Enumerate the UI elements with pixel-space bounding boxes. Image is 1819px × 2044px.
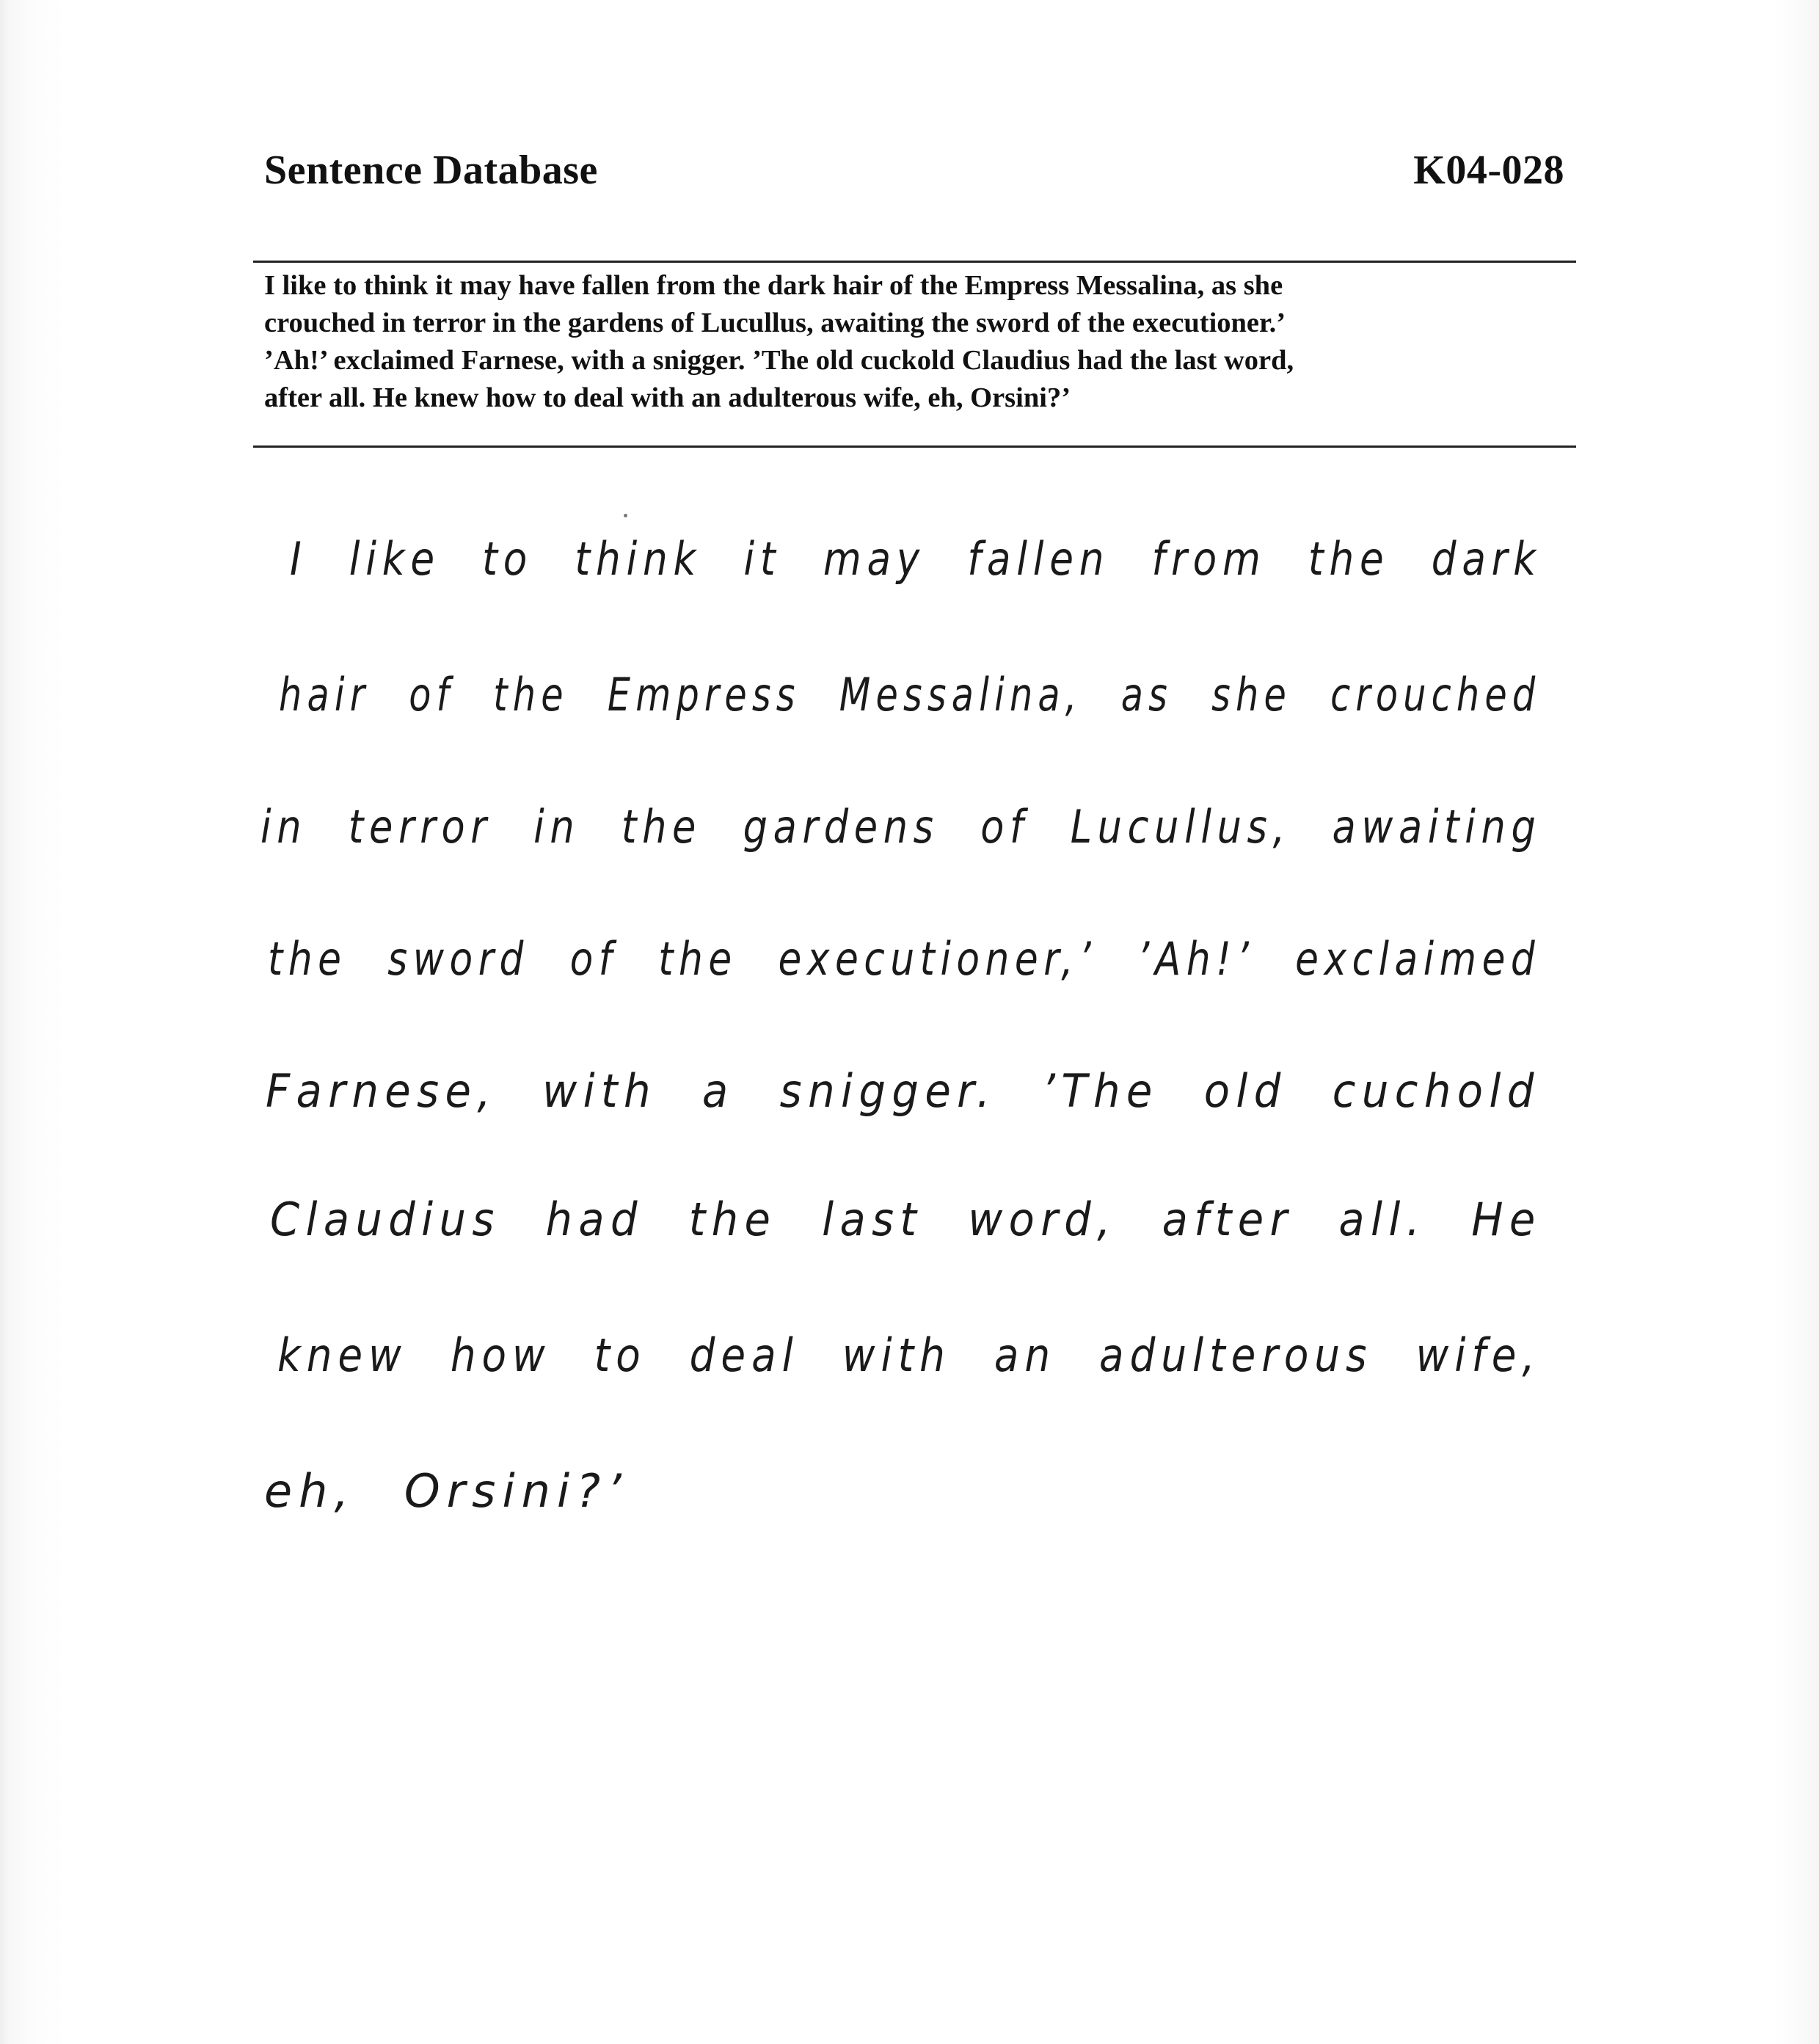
handwritten-line: the sword of the executioner,’ ’Ah!’ exclaimed	[268, 932, 1541, 986]
handwritten-line: I like to think it may fallen from the dark	[290, 532, 1542, 586]
handwritten-line: eh, Orsini?’	[264, 1464, 628, 1518]
handwritten-line: Farnese, with a snigger. ’The old cuchold	[266, 1064, 1540, 1118]
form-id: K04-028	[1413, 148, 1564, 193]
handwritten-line: in terror in the gardens of Lucullus, awaiting	[260, 800, 1542, 854]
printed-line: crouched in terror in the gardens of Lucullus, awaiting the sword of the executioner.’	[264, 308, 1286, 338]
printed-line: after all. He knew how to deal with an adulterous wife, eh, Orsini?’	[264, 382, 1071, 413]
handwritten-line: Claudius had the last word, after all. He	[270, 1193, 1542, 1246]
printed-line: ’Ah!’ exclaimed Farnese, with a snigger. ’The old cuckold Claudius had the last word,	[264, 345, 1294, 376]
handwritten-line: hair of the Empress Messalina, as she crouched	[279, 668, 1541, 721]
printed-line: I like to think it may have fallen from the dark hair of the Empress Messalina, as she	[264, 270, 1283, 301]
database-title: Sentence Database	[264, 148, 598, 193]
handwritten-line: knew how to deal with an adulterous wife,	[277, 1328, 1541, 1382]
